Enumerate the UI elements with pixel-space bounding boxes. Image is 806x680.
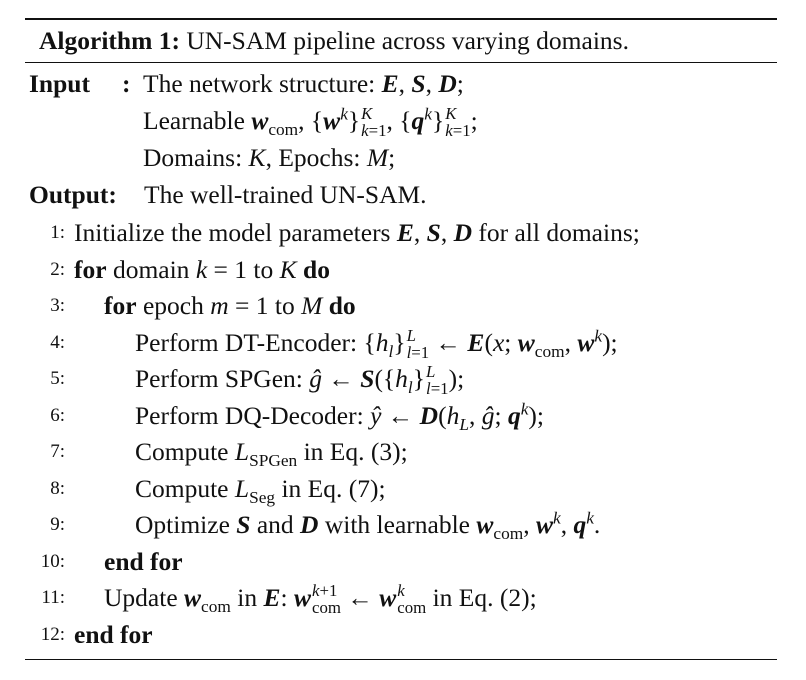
- step-text: Perform DQ-Decoder:: [135, 400, 364, 430]
- input-label: Input: [29, 69, 90, 98]
- step-text: Optimize: [135, 510, 230, 539]
- bottom-rule: [25, 659, 777, 660]
- step-text: Compute: [135, 437, 229, 466]
- step-tail: in Eq. (2);: [432, 583, 537, 612]
- step-12: [25, 617, 777, 654]
- step-body: Update $w_{com}$ in E: w k+1 com ← w k com in Eq. (2);: [104, 581, 537, 618]
- step-mid: and: [256, 510, 294, 539]
- step-10: [25, 544, 777, 581]
- step-text: domain: [112, 254, 190, 284]
- step-number: 12:: [40, 623, 65, 645]
- keyword-for: for: [74, 254, 107, 284]
- step-body: Perform DT-Encoder: $\{h_l\}$ L l=1 ← E(x; $w_{com}$, $w^k$);: [135, 325, 618, 362]
- keyword-for: for: [104, 291, 137, 320]
- algorithm-steps: [25, 215, 777, 653]
- step-body: Optimize S and D with learnable $w_{com}$, $w^k$, $q^k$.: [135, 508, 601, 544]
- step-tail: with learnable: [324, 510, 470, 539]
- step-mid: to: [253, 254, 274, 284]
- step-body: Compute $L_{Seg}$ in Eq. (7);: [135, 473, 386, 507]
- step-number: 9:: [50, 514, 65, 535]
- step-3: [25, 288, 777, 325]
- keyword-do: do: [328, 291, 356, 320]
- step-body: Perform DQ-Decoder: ŷ ← $D(h_L$, ĝ; $q^k$);: [135, 399, 544, 434]
- step-6: [25, 398, 777, 435]
- input-line-3: [25, 139, 777, 176]
- step-number: 7:: [50, 441, 65, 462]
- io-section: [25, 65, 777, 213]
- step-body: Perform SPGen: ĝ ← $S(\{h_l\}$ L l=1 );: [135, 362, 465, 399]
- input-line3-mid: , Epochs:: [265, 143, 367, 172]
- input-line-2: [25, 102, 777, 139]
- step-tail: for all domains;: [478, 218, 640, 247]
- input-line-1: [25, 65, 777, 102]
- step-body: Compute $L_{SPGen}$ in Eq. (3);: [135, 437, 408, 471]
- step-body: for epoch m = 1 to M do: [104, 291, 356, 320]
- step-number: 4:: [50, 331, 65, 353]
- step-text: Compute: [135, 473, 229, 503]
- step-number: 8:: [50, 477, 65, 499]
- step-9: [25, 507, 777, 544]
- step-body: [74, 617, 153, 654]
- input-text-3: Domains: K, Epochs: M;: [143, 143, 396, 172]
- input-line3-text: Domains:: [143, 143, 249, 172]
- step-text: epoch: [142, 291, 204, 320]
- algorithm-block: [25, 18, 777, 660]
- step-11: [25, 580, 777, 617]
- step-number: 10:: [40, 550, 65, 572]
- input-text-1: The network structure: E, S, D;: [143, 69, 464, 98]
- step-number: 5:: [50, 368, 65, 389]
- step-8: [25, 471, 777, 508]
- step-2: [25, 252, 777, 289]
- keyword-do: do: [303, 254, 330, 284]
- step-text: Update: [104, 583, 178, 612]
- step-number: 2:: [50, 258, 65, 280]
- step-body: for domain k = 1 to K do: [74, 254, 330, 284]
- keyword-end-for: end for: [104, 546, 183, 576]
- step-mid: to: [274, 291, 295, 320]
- input-text-2: Learnable $w_{com}$, $\{w^k\}$ K k=1 , $\{q^k\}$ K k=1 ;: [143, 104, 478, 141]
- keyword-end-for: end for: [74, 619, 153, 649]
- step-number: 1:: [50, 222, 65, 243]
- algorithm-label: Algorithm 1:: [39, 26, 180, 55]
- step-mid: in: [237, 583, 258, 612]
- step-number: 6:: [50, 404, 65, 426]
- step-text: Initialize the model parameters: [74, 218, 391, 247]
- step-number: 11:: [41, 587, 65, 608]
- step-5: [25, 361, 777, 398]
- step-7: [25, 434, 777, 471]
- step-number: 3:: [50, 295, 65, 316]
- title-rule: [25, 62, 777, 63]
- step-tail: in Eq. (3);: [303, 437, 408, 466]
- step-1: [25, 215, 777, 252]
- output-label: Output:: [29, 180, 117, 209]
- algorithm-caption: UN-SAM pipeline across varying domains.: [186, 26, 629, 55]
- algorithm-title: [25, 20, 777, 62]
- input-line2-text: Learnable: [143, 106, 252, 135]
- step-body: Initialize the model parameters E, S, D for all domains;: [74, 218, 640, 247]
- step-body: [104, 544, 183, 581]
- step-text: Perform DT-Encoder:: [135, 327, 358, 357]
- input-colon: :: [122, 69, 131, 98]
- input-line1-text: The network structure:: [143, 69, 382, 98]
- output-text: The well-trained UN-SAM.: [144, 180, 427, 209]
- step-text: Perform SPGen:: [135, 364, 303, 393]
- output-line: [25, 176, 777, 213]
- step-tail: in Eq. (7);: [281, 473, 386, 503]
- step-4: [25, 325, 777, 362]
